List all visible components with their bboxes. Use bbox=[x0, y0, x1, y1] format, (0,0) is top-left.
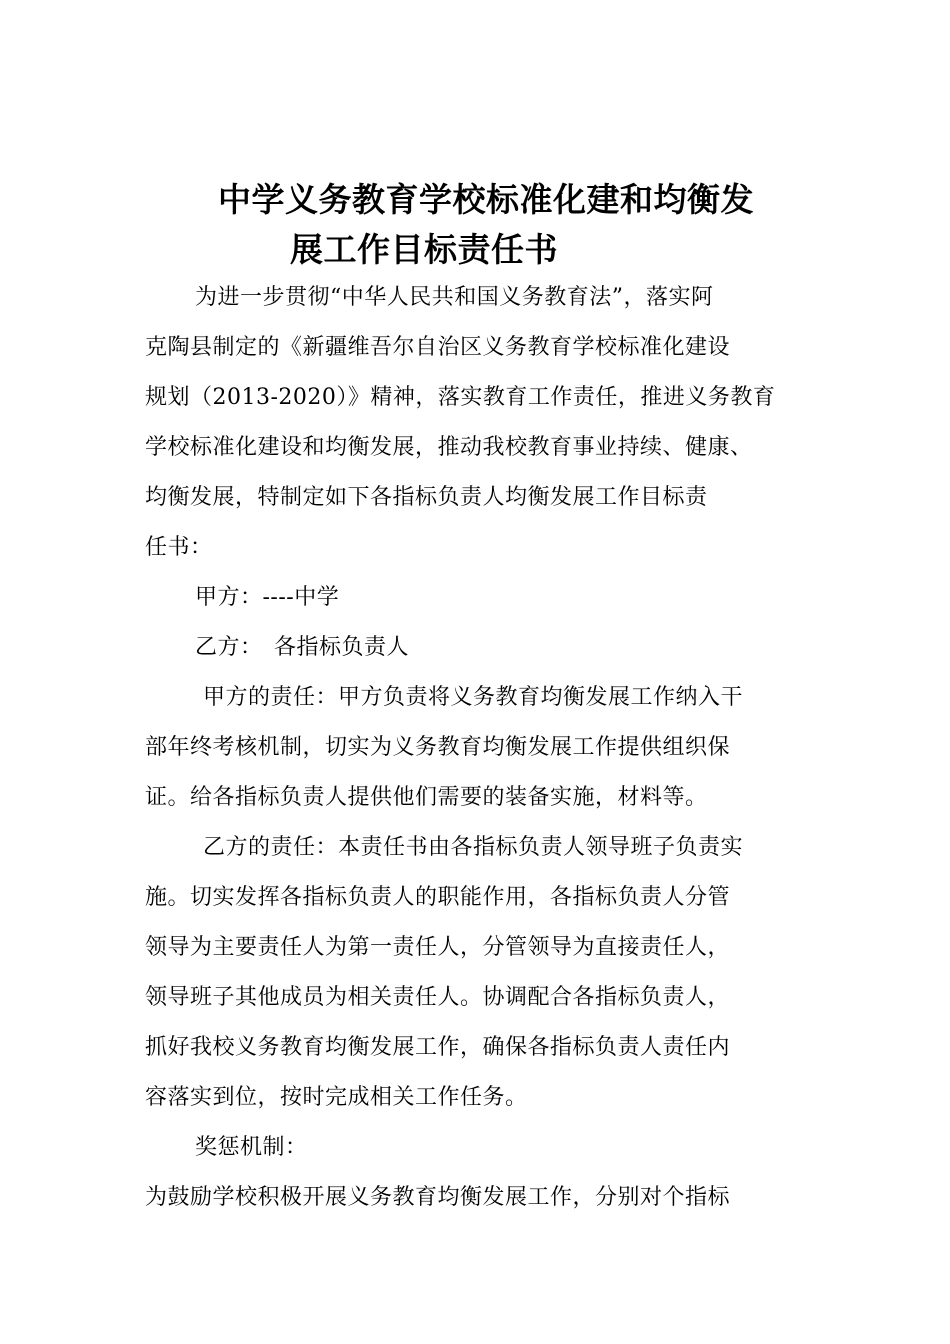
body-line-1: 为进一步贯彻“中华人民共和国义务教育法”，落实阿 bbox=[195, 285, 714, 310]
body-line-9: 甲方的责任：甲方负责将义务教育均衡发展工作纳入干 bbox=[203, 685, 744, 710]
document-title-line-1: 中学义务教育学校标准化建和均衡发 bbox=[218, 180, 754, 219]
body-line-14: 领导为主要责任人为第一责任人，分管领导为直接责任人， bbox=[145, 935, 731, 960]
document-title-line-2: 展工作目标责任书 bbox=[290, 230, 558, 269]
body-line-6: 任书： bbox=[145, 535, 213, 560]
body-line-10: 部年终考核机制，切实为义务教育均衡发展工作提供组织保 bbox=[145, 735, 731, 760]
body-line-3: 规划（2013-2020）》精神，落实教育工作责任，推进义务教育 bbox=[145, 385, 776, 410]
body-line-12: 乙方的责任：本责任书由各指标负责人领导班子负责实 bbox=[203, 835, 744, 860]
body-line-2: 克陶县制定的《新疆维吾尔自治区义务教育学校标准化建设 bbox=[145, 335, 731, 360]
party-a-line: 甲方：----中学 bbox=[195, 585, 340, 610]
body-line-13: 施。切实发挥各指标负责人的职能作用，各指标负责人分管 bbox=[145, 885, 731, 910]
body-line-17: 容落实到位，按时完成相关工作任务。 bbox=[145, 1085, 528, 1110]
body-line-15: 领导班子其他成员为相关责任人。协调配合各指标负责人， bbox=[145, 985, 731, 1010]
body-line-5: 均衡发展，特制定如下各指标负责人均衡发展工作目标责 bbox=[145, 485, 708, 510]
body-line-11: 证。给各指标负责人提供他们需要的装备实施，材料等。 bbox=[145, 785, 708, 810]
body-line-19: 为鼓励学校积极开展义务教育均衡发展工作，分别对个指标 bbox=[145, 1185, 731, 1210]
body-line-4: 学校标准化建设和均衡发展，推动我校教育事业持续、健康、 bbox=[145, 435, 753, 460]
body-line-16: 抓好我校义务教育均衡发展工作，确保各指标负责人责任内 bbox=[145, 1035, 731, 1060]
section-heading-rewards: 奖惩机制： bbox=[195, 1135, 308, 1160]
party-b-line: 乙方： 各指标负责人 bbox=[195, 635, 410, 660]
